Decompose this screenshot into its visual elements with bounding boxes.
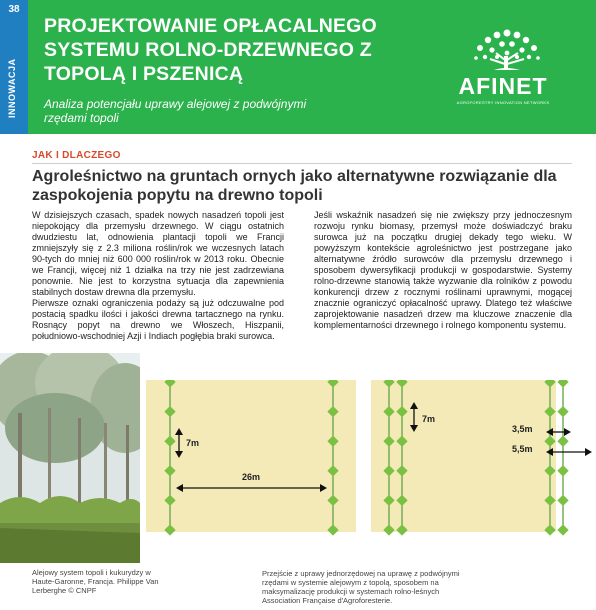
- spacing-label-b: 5,5m: [512, 444, 533, 454]
- tree-marker: [557, 380, 568, 388]
- text-column-left: [32, 210, 284, 342]
- tree-marker: [557, 465, 568, 476]
- paragraph: Pierwsze oznaki ograniczenia podaży są już odczuwalne pod postacią spadku ilości i jakości drewna tartacznego na rynku. Rosnący popyt na drewno we Włoszech, Hiszpanii, południowo-wschodniej Azji i Indiach pogłębia braki surowca.: [32, 298, 284, 341]
- photo-caption: Alejowy system topoli i kukurydzy w Haute-Garonne, Francja. Philippe Van Lerberghe © CNPF: [32, 568, 159, 595]
- section-divider: [32, 163, 572, 164]
- crop-strip: [371, 380, 556, 532]
- logo-name: AFINET: [458, 73, 548, 99]
- tree-marker: [557, 495, 568, 506]
- tree-marker: [557, 406, 568, 417]
- arrowhead: [564, 428, 571, 436]
- logo-tagline: AGROFORESTRY INNOVATION NETWORKS: [456, 100, 550, 105]
- spacing-label: 7m: [422, 414, 436, 424]
- spacing-label-a: 3,5m: [512, 424, 533, 434]
- double-row-layout: [371, 380, 592, 536]
- section-side-label: INNOWACJA: [7, 58, 17, 118]
- paragraph: W dzisiejszych czasach, spadek nowych nasadzeń topoli jest niepokojący dla przemysłu drzewnego. W ciągu ostatnich dwudziestu lat, odnowienia plantacji topoli we Francji zmniejszyły się z 2.3 miliona roślin/rok we wczesnych latach 90-tych do mniej niż 600 000 roślin/rok w 2013 roku. Obecnie we Francji, więcej niż 1 działka na trzy nie jest zadrzewiana ponownie. Nie jest to korzystna sytuacja dla zapewnienia stabilnych dostaw drewna dla przemysłu.: [32, 210, 284, 297]
- text-column-right: [314, 210, 572, 331]
- diagram-caption: Przejście z uprawy jednorzędowej na uprawę z podwójnymi rzędami w systemie alejowym z topolą, sposobem na maksymalizację produkcji w systemach rolno-leśnych Association Française d'Agroforesterie.: [262, 569, 460, 605]
- page-number: 38: [8, 4, 20, 15]
- width-label: 26m: [242, 472, 261, 482]
- page-subtitle: Analiza potencjału uprawy alejowej z podwójnymi rzędami topoli: [44, 97, 307, 125]
- poplar-field-photo: [0, 353, 140, 563]
- crop-strip: [146, 380, 356, 532]
- single-row-layout: [146, 380, 356, 536]
- section-label: JAK I DLACZEGO: [32, 150, 121, 161]
- spacing-label: 7m: [186, 438, 200, 448]
- arrowhead: [585, 448, 592, 456]
- page-title: PROJEKTOWANIE OPŁACALNEGO SYSTEMU ROLNO-DRZEWNEGO Z TOPOLĄ I PSZENICĄ: [44, 15, 377, 85]
- section-heading: Agroleśnictwo na gruntach ornych jako alternatywne rozwiązanie dla zaspokojenia popytu na drewno topoli: [32, 168, 557, 204]
- tree-layout-diagram: [146, 380, 594, 540]
- tree-marker: [557, 524, 568, 535]
- tree-marker: [557, 436, 568, 447]
- paragraph: Jeśli wskaźnik nasadzeń się nie zwiększy przy jednoczesnym rozwoju rynku biomasy, przemysł może doświadczyć braku surowca już na początku drugiej dekady tego wieku. W powyższym kontekście agroleśnictwo jest postrzegane jako alternatywne źródło surowców dla przemysłu drzewnego i sposobem dywersyfikacji produkcji w gospodarstwie. Systemy rolno-drzewne stanowią także wyzwanie dla rolników z powodu konkurencji drzew z rocznymi roślinami uprawnymi, mogącej znacznie ograniczyć opłacalność uprawy. Dlatego też właściwe zaprojektowanie nasadzeń drzew ma kluczowe znaczenie dla komplementarności drzewnego i rolnego komponentu systemu.: [314, 210, 572, 330]
